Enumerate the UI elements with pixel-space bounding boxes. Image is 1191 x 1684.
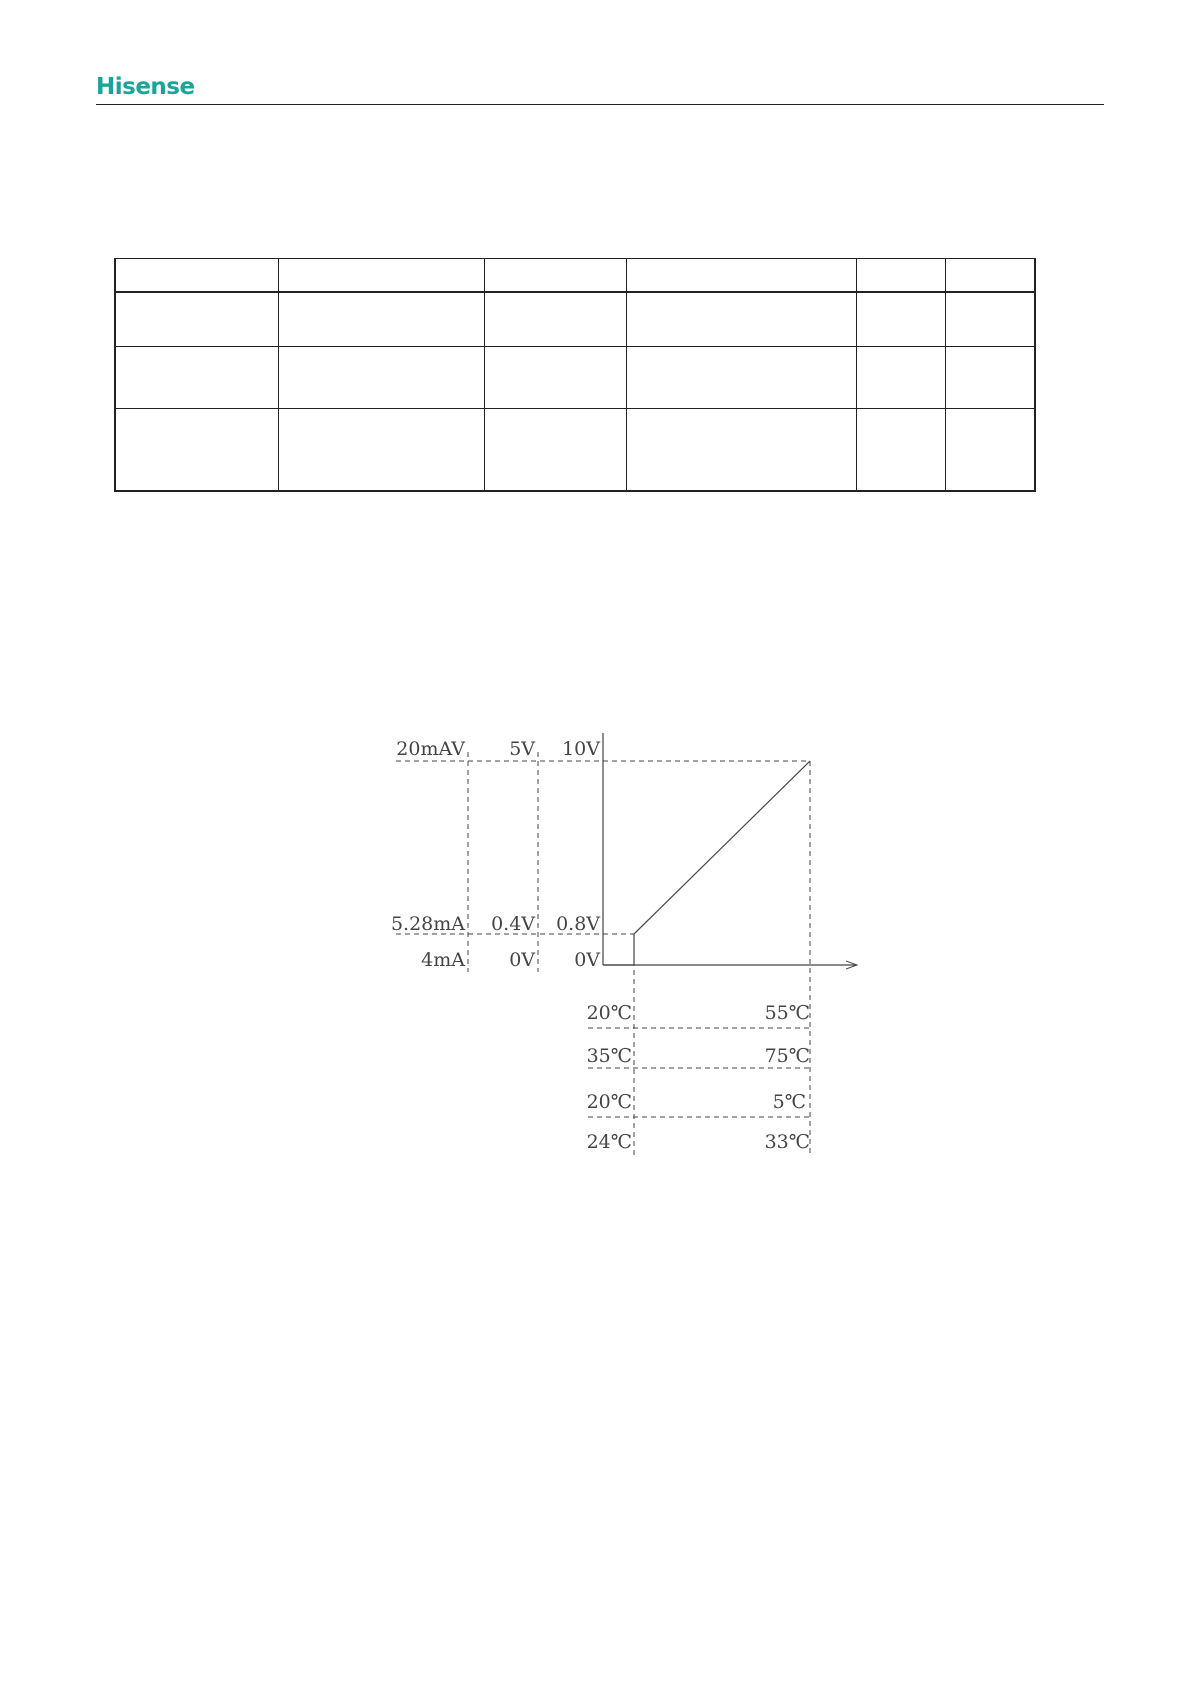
label-20mav: 20mAV: [396, 738, 465, 760]
label-0-8v: 0.8V: [556, 913, 600, 935]
temp-right-3: 5℃: [772, 1091, 806, 1113]
characteristic-curve: [603, 761, 810, 965]
temp-left-1: 20℃: [586, 1002, 632, 1024]
temp-right-2: 75℃: [764, 1045, 810, 1067]
temp-left-3: 20℃: [586, 1091, 632, 1113]
label-0v: 0V: [574, 949, 600, 971]
label-10v: 10V: [562, 738, 600, 760]
label-5-28ma: 5.28mA: [390, 913, 465, 935]
temp-left-2: 35℃: [586, 1045, 632, 1067]
temp-right-4: 33℃: [764, 1131, 810, 1153]
temp-right-1: 55℃: [764, 1002, 810, 1024]
hisense-logo: Hisense: [96, 74, 195, 100]
label-5v: 5V: [509, 738, 535, 760]
label-0v: 0V: [509, 949, 535, 971]
label-0-4v: 0.4V: [491, 913, 535, 935]
label-4ma: 4mA: [421, 949, 465, 971]
temp-left-4: 24℃: [586, 1131, 632, 1153]
